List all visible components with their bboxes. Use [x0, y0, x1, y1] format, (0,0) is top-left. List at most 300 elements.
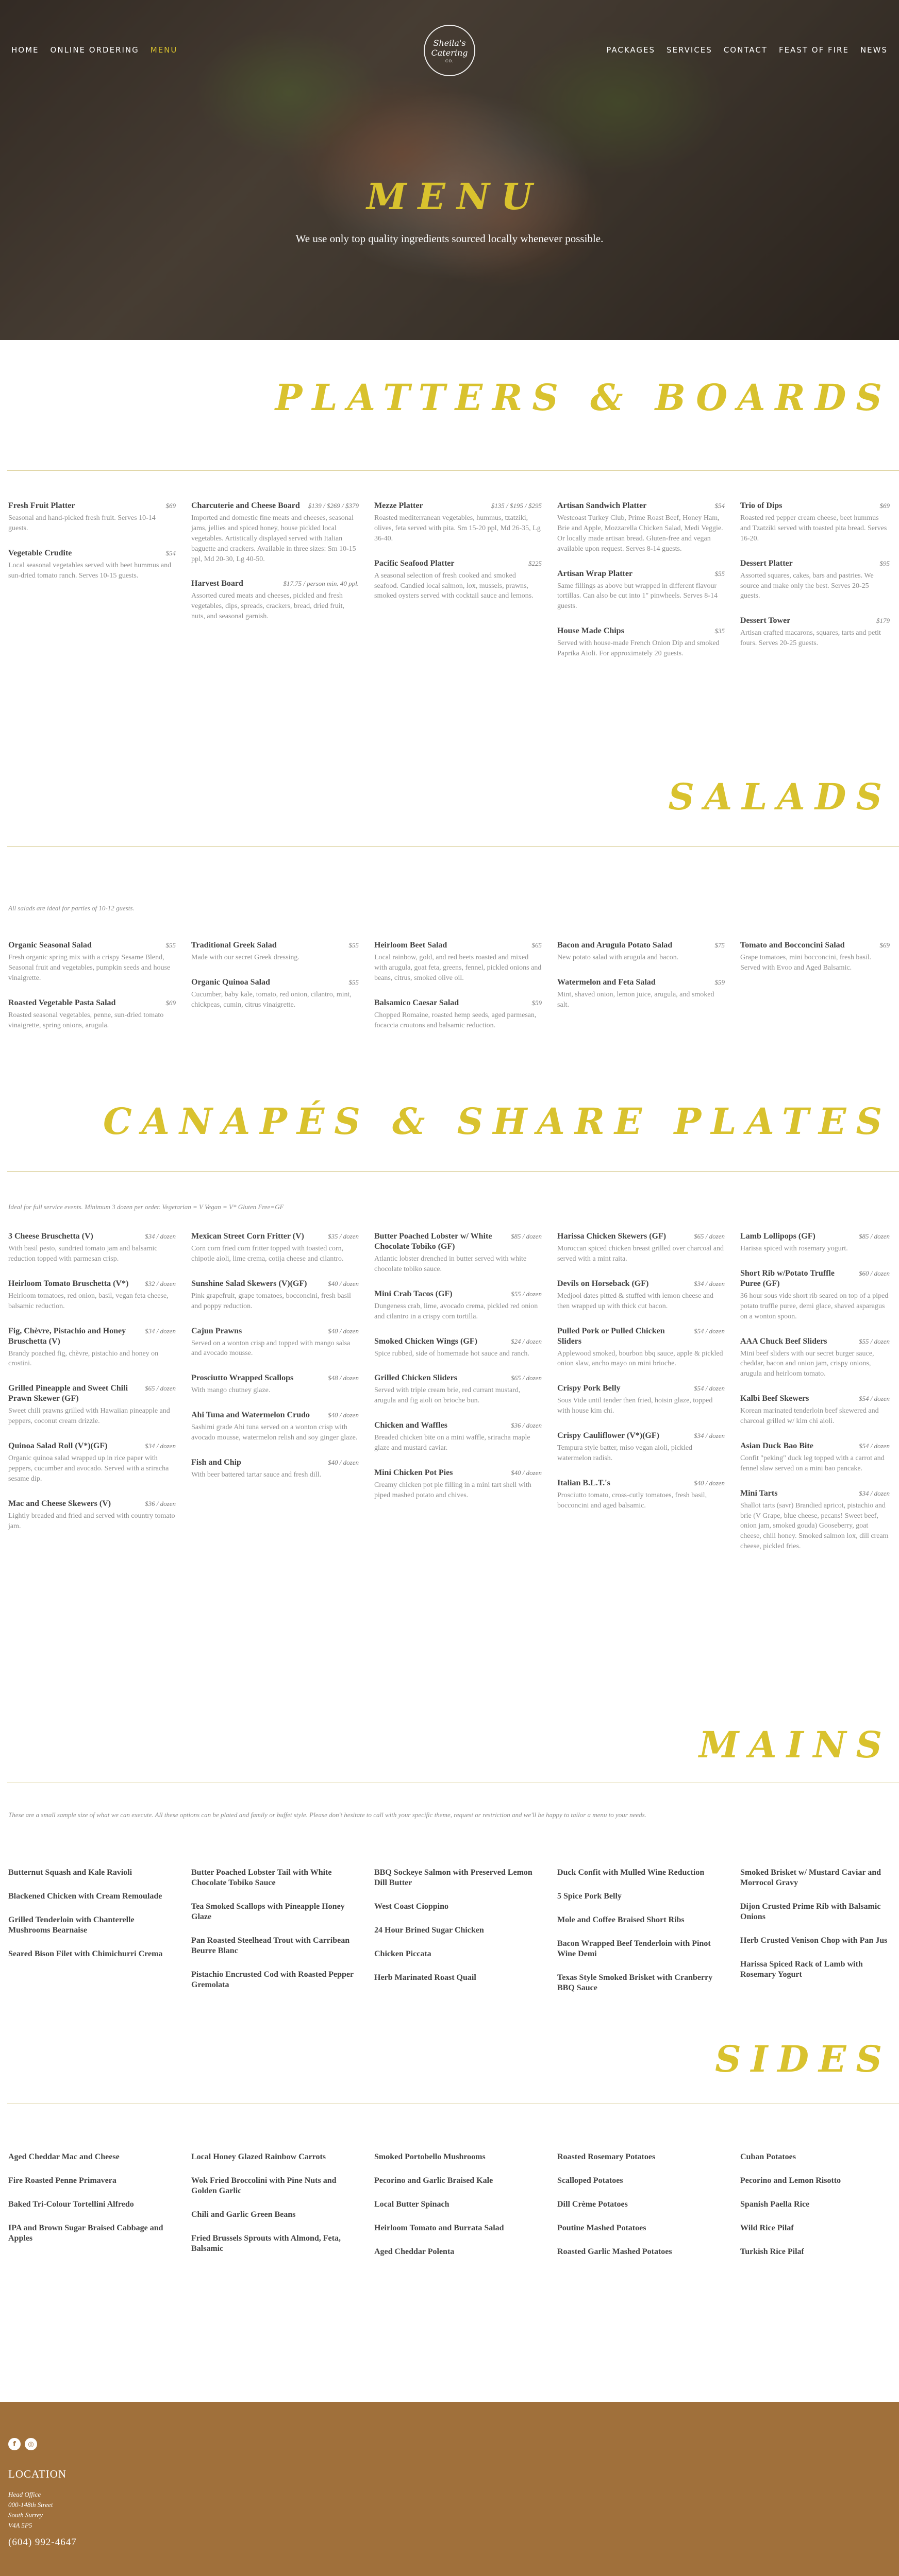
- menu-item-description: With mango chutney glaze.: [191, 1386, 271, 1395]
- menu-item-description: Prosciutto tomato, cross-cutly tomatoes, fresh basil, bocconcini and aged balsamic.: [557, 1491, 707, 1510]
- menu-item-header: [191, 579, 359, 589]
- menu-item-price: $36 / dozen: [511, 1421, 542, 1430]
- menu-item-name: Mexican Street Corn Fritter (V): [191, 1232, 304, 1241]
- menu-item-description: Atlantic lobster drenched in butter served with white chocolate tobiko sauce.: [374, 1255, 527, 1273]
- menu-item: [374, 1949, 542, 1959]
- menu-item-name: Smoked Brisket w/ Mustard Caviar and Morrocol Gravy: [740, 1868, 881, 1887]
- menu-item-description: Medjool dates pitted & stuffed with lemon cheese and then wrapped up with thick cut bacon.: [557, 1292, 714, 1310]
- main-nav: [0, 0, 899, 103]
- menu-item-name: Wok Fried Broccolini with Pine Nuts and Golden Garlic: [191, 2176, 337, 2195]
- menu-item: [191, 1902, 359, 1922]
- sides-section: [0, 2038, 899, 2402]
- menu-item-header: [374, 998, 542, 1008]
- menu-item-description: Lightly breaded and fried and served with country tomato jam.: [8, 1512, 175, 1530]
- menu-item: [557, 940, 725, 963]
- menu-item-name: Local Butter Spinach: [374, 2200, 450, 2209]
- page-title: MENU: [367, 175, 544, 218]
- menu-item-name: Chicken and Waffles: [374, 1421, 447, 1430]
- instagram-icon[interactable]: ◎: [25, 2438, 37, 2450]
- address-line: V4A 5P5: [8, 2521, 32, 2530]
- menu-item: [8, 1949, 176, 1959]
- menu-item-name: Crispy Pork Belly: [557, 1384, 621, 1393]
- section-divider: [7, 470, 899, 471]
- menu-item-description: Served with triple cream brie, red currant mustard, arugula and fig aioli on brioche bun.: [374, 1386, 521, 1405]
- menu-item-name: Texas Style Smoked Brisket with Cranberry BBQ Sauce: [557, 1973, 713, 1992]
- menu-item-name: Ahi Tuna and Watermelon Crudo: [191, 1411, 310, 1420]
- menu-item: [374, 1902, 542, 1912]
- menu-item: [557, 1939, 725, 1959]
- menu-item: [191, 2152, 359, 2162]
- menu-item-name: 5 Spice Pork Belly: [557, 1892, 622, 1901]
- menu-item: [740, 2176, 890, 2186]
- menu-item-price: $24 / dozen: [511, 1337, 542, 1345]
- menu-item-name: Blackened Chicken with Cream Remoulade: [8, 1892, 162, 1901]
- menu-item-name: Sunshine Salad Skewers (V)(GF): [191, 1279, 307, 1288]
- menu-item-name: Pistachio Encrusted Cod with Roasted Pepper Gremolata: [191, 1970, 354, 1989]
- menu-item: [557, 1326, 725, 1369]
- menu-item-description: Mint, shaved onion, lemon juice, arugula, and smoked salt.: [557, 990, 714, 1009]
- menu-item-header: [374, 558, 542, 569]
- menu-item-price: $69: [165, 998, 176, 1007]
- nav-link-home[interactable]: HOME: [11, 45, 39, 55]
- menu-item: [557, 2176, 725, 2186]
- menu-item-name: 24 Hour Brined Sugar Chicken: [374, 1926, 484, 1935]
- menu-item-name: Spanish Paella Rice: [740, 2200, 810, 2209]
- menu-item-name: Lamb Lollipops (GF): [740, 1232, 815, 1241]
- location-title: LOCATION: [8, 2468, 66, 2480]
- menu-item: [557, 1891, 725, 1902]
- menu-item: [740, 2247, 890, 2257]
- menu-item-name: Heirloom Tomato and Burrata Salad: [374, 2224, 504, 2232]
- menu-item: [374, 1289, 542, 1322]
- menu-item: [740, 616, 890, 649]
- canapes-menu: [8, 1231, 893, 1566]
- logo-line-3: CO.: [445, 59, 454, 63]
- menu-item-price: $54 / dozen: [859, 1395, 890, 1403]
- menu-item-name: Traditional Greek Salad: [191, 941, 277, 950]
- nav-right: [606, 45, 888, 55]
- menu-item: [8, 2199, 176, 2210]
- facebook-icon[interactable]: f: [8, 2438, 21, 2450]
- menu-item-price: $85 / dozen: [859, 1232, 890, 1240]
- menu-item-description: Sweet chili prawns grilled with Hawaiian pineapple and peppers, coconut cream drizzle.: [8, 1407, 170, 1426]
- menu-item-header: [740, 1488, 890, 1499]
- hero-banner: [0, 0, 899, 340]
- menu-item-header: [557, 940, 725, 951]
- menu-item-name: Artisan Wrap Platter: [557, 569, 633, 578]
- nav-link-online-ordering[interactable]: ONLINE ORDERING: [50, 45, 139, 55]
- menu-column: [374, 940, 557, 1045]
- menu-item: [191, 940, 359, 963]
- menu-item-name: Crispy Cauliflower (V*)(GF): [557, 1431, 659, 1440]
- menu-item-price: $54 / dozen: [694, 1327, 725, 1335]
- menu-item-header: [191, 1231, 359, 1242]
- menu-item-name: Poutine Mashed Potatoes: [557, 2224, 646, 2232]
- menu-item-description: Applewood smoked, bourbon bbq sauce, apple & pickled onion slaw, ancho mayo on mini brioche.: [557, 1349, 723, 1368]
- menu-item-header: [740, 1441, 890, 1451]
- menu-item: [191, 1231, 359, 1264]
- menu-item-description: Mini beef sliders with our secret burger sauce, cheddar, bacon and onion jam, crispy onions, arugula and heirloom tomato.: [740, 1349, 874, 1378]
- menu-item-name: Herb Marinated Roast Quail: [374, 1973, 476, 1982]
- menu-item-description: Korean marinated tenderloin beef skewered and charcoal grilled w/ kim chi aioli.: [740, 1407, 879, 1425]
- menu-item-header: [374, 1373, 542, 1383]
- menu-item: [740, 1959, 890, 1980]
- menu-item-description: Fresh organic spring mix with a crispy Sesame Blend, Seasonal fruit and vegetables, pumpkin seeds and house vinaigrette.: [8, 954, 171, 982]
- menu-column: [191, 1868, 374, 2007]
- menu-item-header: [740, 1231, 890, 1242]
- menu-item: [740, 1902, 890, 1922]
- site-logo[interactable]: [424, 25, 475, 76]
- menu-item-header: [374, 1289, 542, 1299]
- menu-item-name: Fried Brussels Sprouts with Almond, Feta, Balsamic: [191, 2234, 341, 2253]
- menu-item: [740, 558, 890, 602]
- nav-link-contact[interactable]: CONTACT: [723, 45, 768, 55]
- menu-item-name: Mini Tarts: [740, 1488, 778, 1498]
- menu-item-name: Asian Duck Bao Bite: [740, 1441, 813, 1450]
- menu-item: [8, 1231, 176, 1264]
- menu-item: [8, 1383, 176, 1427]
- menu-item: [191, 1458, 359, 1480]
- menu-item-header: [557, 1383, 725, 1394]
- salads-note: All salads are ideal for parties of 10-12 guests.: [8, 904, 135, 912]
- menu-item-description: Sous Vide until tender then fried, hoisin glaze, topped with house kim chi.: [557, 1397, 713, 1415]
- menu-item-name: Pecorino and Lemon Risotto: [740, 2176, 841, 2185]
- menu-item-header: [740, 1268, 890, 1289]
- menu-item-price: $54 / dozen: [859, 1442, 890, 1450]
- menu-item-header: [374, 501, 542, 511]
- menu-item-name: Short Rib w/Potato Truffle Puree (GF): [740, 1268, 835, 1288]
- menu-item-description: Served on a wonton crisp and topped with mango salsa and avocado mousse.: [191, 1339, 351, 1358]
- menu-item-description: Roasted mediterranean vegetables, hummus, tzatziki, olives, feta served with pita. Sm 15-20 ppl, Md 26-35, Lg 36-40.: [374, 514, 541, 543]
- menu-item-description: Local rainbow, gold, and red beets roasted and mixed with arugula, goat feta, greens, fennel, pickled onions and beans, citrus, smoked olive oil.: [374, 954, 542, 982]
- menu-item-name: Dijon Crusted Prime Rib with Balsamic Onions: [740, 1902, 881, 1921]
- menu-item: [374, 2223, 542, 2233]
- menu-item-price: $59: [531, 998, 542, 1007]
- menu-item: [557, 2223, 725, 2233]
- platters-menu: [8, 501, 893, 673]
- nav-link-services[interactable]: SERVICES: [667, 45, 712, 55]
- menu-item-name: Seared Bison Filet with Chimichurri Crema: [8, 1950, 163, 1958]
- salads-menu: [8, 940, 893, 1045]
- menu-item: [740, 1488, 890, 1552]
- menu-item: [740, 2199, 890, 2210]
- menu-item: [557, 501, 725, 554]
- menu-item-header: [191, 1279, 359, 1289]
- menu-item-name: Mole and Coffee Braised Short Ribs: [557, 1916, 685, 1924]
- menu-item: [191, 1868, 359, 1888]
- menu-item: [374, 2199, 542, 2210]
- menu-item-description: Made with our secret Greek dressing.: [191, 954, 299, 961]
- menu-item: [374, 1468, 542, 1501]
- menu-item-price: $34 / dozen: [145, 1442, 176, 1450]
- menu-item-price: $17.75 / person min. 40 ppl.: [283, 580, 359, 588]
- menu-item-name: Mezze Platter: [374, 501, 423, 510]
- menu-item-name: Fresh Fruit Platter: [8, 501, 75, 510]
- menu-item: [191, 1279, 359, 1312]
- menu-item-description: Chopped Romaine, roasted hemp seeds, aged parmesan, focaccia croutons and balsamic reduction.: [374, 1011, 537, 1029]
- menu-item-header: [557, 1478, 725, 1488]
- menu-item-price: $135 / $195 / $295: [491, 502, 542, 510]
- hero-subtitle: We use only top quality ingredients sourced locally whenever possible.: [295, 232, 604, 245]
- menu-item-name: Tomato and Bocconcini Salad: [740, 941, 845, 950]
- menu-item: [8, 940, 176, 984]
- mains-note: These are a small sample size of what we can execute. All these options can be plated and family or buffet style. Please don't hesitate to call with your specific theme, request or restriction and we'll be happy to tailor a menu to your needs.: [8, 1811, 646, 1819]
- menu-item: [191, 2233, 359, 2254]
- menu-item-header: [374, 940, 542, 951]
- menu-item-name: Roasted Rosemary Potatoes: [557, 2153, 656, 2161]
- canapes-note: Ideal for full service events. Minimum 3 dozen per order. Vegetarian = V Vegan = V* Gluten Free=GF: [8, 1203, 284, 1211]
- menu-column: [8, 2152, 191, 2270]
- menu-item-header: [8, 940, 176, 951]
- menu-item-name: Organic Quinoa Salad: [191, 977, 270, 987]
- menu-item: [374, 1420, 542, 1453]
- menu-item-header: [740, 501, 890, 511]
- menu-item-price: $34 / dozen: [694, 1432, 725, 1439]
- menu-item-description: Spice rubbed, side of homemade hot sauce and ranch.: [374, 1349, 529, 1358]
- section-divider: [7, 1171, 899, 1172]
- menu-item: [374, 1925, 542, 1936]
- menu-item-header: [557, 1326, 725, 1347]
- menu-item: [374, 2152, 542, 2162]
- menu-item-description: Heirloom tomatoes, red onion, basil, vegan feta cheese, balsamic reduction.: [8, 1292, 169, 1310]
- menu-item-description: Brandy poached fig, chèvre, pistachio and honey on crostini.: [8, 1349, 159, 1368]
- menu-item-name: Trio of Dips: [740, 501, 783, 510]
- menu-item-header: [557, 501, 725, 511]
- menu-item-name: Watermelon and Feta Salad: [557, 977, 656, 987]
- nav-link-news[interactable]: NEWS: [860, 45, 888, 55]
- menu-item-price: $65: [531, 941, 542, 949]
- menu-item-name: Local Honey Glazed Rainbow Carrots: [191, 2153, 326, 2161]
- menu-item-name: Herb Crusted Venison Chop with Pan Jus: [740, 1936, 888, 1945]
- menu-item: [374, 1373, 542, 1406]
- menu-item-name: Organic Seasonal Salad: [8, 941, 92, 950]
- address: [8, 2489, 53, 2531]
- menu-item-name: Aged Cheddar Mac and Cheese: [8, 2153, 120, 2161]
- menu-item-price: $34 / dozen: [859, 1489, 890, 1497]
- menu-column: [191, 501, 374, 673]
- menu-item-price: $34 / dozen: [145, 1327, 176, 1335]
- menu-item-description: Dungeness crab, lime, avocado crema, pickled red onion and cilantro in a crispy corn tortilla.: [374, 1302, 538, 1320]
- footer: [0, 2402, 899, 2576]
- menu-column: [8, 940, 191, 1045]
- menu-item-description: With basil pesto, sundried tomato jam and balsamic reduction topped with parmesan crisp.: [8, 1245, 158, 1263]
- menu-item-name: Turkish Rice Pilaf: [740, 2247, 804, 2256]
- menu-item-name: Grilled Chicken Sliders: [374, 1374, 457, 1383]
- menu-item-description: Moroccan spiced chicken breast grilled over charcoal and served with a mint raita.: [557, 1245, 724, 1263]
- menu-item: [8, 1915, 176, 1936]
- menu-item-price: $69: [165, 502, 176, 510]
- menu-item-description: Cucumber, baby kale, tomato, red onion, cilantro, mint, chickpeas, cumin, citrus vinaigrette.: [191, 990, 352, 1009]
- menu-item: [374, 2176, 542, 2186]
- menu-item-name: Kalbi Beef Skewers: [740, 1394, 809, 1403]
- menu-item-price: $36 / dozen: [145, 1499, 176, 1507]
- menu-item-description: Local seasonal vegetables served with beet hummus and sun-dried tomato ranch. Serves 10-15 guests.: [8, 561, 172, 580]
- menu-item: [8, 1279, 176, 1312]
- menu-item-name: Bacon Wrapped Beef Tenderloin with Pinot Wine Demi: [557, 1939, 711, 1958]
- menu-item: [740, 1868, 890, 1888]
- menu-item: [740, 1441, 890, 1474]
- menu-item: [374, 2247, 542, 2257]
- nav-link-feast-of-fire[interactable]: FEAST OF FIRE: [778, 45, 849, 55]
- menu-item-header: [8, 998, 176, 1008]
- menu-item-name: Harissa Chicken Skewers (GF): [557, 1232, 667, 1241]
- menu-item: [374, 1231, 542, 1275]
- menu-item-header: [191, 1458, 359, 1468]
- nav-link-menu[interactable]: MENU: [150, 45, 178, 55]
- menu-item-name: Prosciutto Wrapped Scallops: [191, 1374, 294, 1383]
- menu-item: [740, 2223, 890, 2233]
- menu-item-header: [740, 940, 890, 951]
- menu-item-name: Mini Crab Tacos (GF): [374, 1289, 453, 1298]
- menu-item-description: Sashimi grade Ahi tuna served on a wonton crisp with avocado mousse, watermelon relish and soy ginger glaze.: [191, 1423, 358, 1442]
- menu-column: [8, 1868, 191, 2007]
- menu-item-name: Fish and Chip: [191, 1458, 241, 1467]
- menu-column: [557, 2152, 740, 2270]
- menu-item-name: Wild Rice Pilaf: [740, 2224, 794, 2232]
- canapes-section: [0, 1100, 899, 1723]
- menu-item-name: Pulled Pork or Pulled Chicken Sliders: [557, 1326, 665, 1346]
- menu-item-price: $55: [348, 978, 359, 986]
- menu-item-description: Served with house-made French Onion Dip and smoked Paprika Aioli. For approximately 20 guests.: [557, 639, 720, 657]
- menu-item-price: $54: [165, 549, 176, 557]
- menu-item-price: $55: [165, 941, 176, 949]
- menu-item-name: Smoked Chicken Wings (GF): [374, 1336, 477, 1346]
- menu-item-name: Heirloom Tomato Bruschetta (V*): [8, 1279, 129, 1288]
- menu-column: [374, 501, 557, 673]
- salads-section: [0, 775, 899, 1100]
- menu-item: [8, 2152, 176, 2162]
- menu-item-name: 3 Cheese Bruschetta (V): [8, 1232, 93, 1241]
- menu-item-description: Shallot tarts (savr) Brandied apricot, pistachio and brie (V Grape, blue cheese, pecans! Sweet beef, onion jam, smoked gouda) Gooseberry, goat cheese, chili honey. Smoked salmon lox, dill cream cheese, pickled fries.: [740, 1501, 889, 1551]
- menu-item-price: $34 / dozen: [145, 1232, 176, 1240]
- menu-item-header: [374, 1468, 542, 1478]
- menu-item-header: [8, 1441, 176, 1451]
- menu-item-header: [8, 501, 176, 511]
- menu-item-header: [8, 1499, 176, 1509]
- menu-column: [740, 501, 890, 673]
- menu-column: [374, 1868, 557, 2007]
- menu-item-name: Devils on Horseback (GF): [557, 1279, 649, 1288]
- menu-item: [8, 998, 176, 1031]
- menu-item-header: [740, 558, 890, 569]
- menu-item-name: Aged Cheddar Polenta: [374, 2247, 455, 2256]
- menu-item-name: Heirloom Beet Salad: [374, 941, 447, 950]
- menu-item: [740, 1268, 890, 1322]
- menu-item: [8, 1499, 176, 1532]
- nav-link-packages[interactable]: PACKAGES: [606, 45, 656, 55]
- menu-item: [374, 558, 542, 602]
- menu-item-name: House Made Chips: [557, 626, 624, 636]
- menu-item: [557, 1431, 725, 1464]
- menu-item-price: $35 / dozen: [328, 1232, 359, 1240]
- menu-item-name: AAA Chuck Beef Sliders: [740, 1336, 827, 1346]
- menu-item-name: Butternut Squash and Kale Ravioli: [8, 1868, 132, 1877]
- menu-item-name: Dessert Platter: [740, 558, 793, 568]
- menu-item-price: $75: [714, 941, 725, 949]
- menu-item: [8, 1891, 176, 1902]
- menu-item-name: Harvest Board: [191, 579, 243, 588]
- menu-item-price: $34 / dozen: [694, 1279, 725, 1287]
- menu-item-description: Harissa spiced with rosemary yogurt.: [740, 1245, 848, 1252]
- menu-item-price: $35: [714, 627, 725, 635]
- menu-item: [557, 1973, 725, 1993]
- menu-item-description: Westcoast Turkey Club, Prime Roast Beef, Honey Ham, Brie and Apple, Mozzarella Chicken Salad, Medi Veggie. Or locally made artisan bread. Gluten-free and vegan available upon request. Serves 8-14 guests.: [557, 514, 723, 553]
- menu-item-price: $55: [348, 941, 359, 949]
- menu-item-name: Chicken Piccata: [374, 1950, 431, 1958]
- menu-item: [191, 2210, 359, 2220]
- menu-item: [557, 1279, 725, 1312]
- menu-item: [374, 1336, 542, 1359]
- menu-item-price: $55 / dozen: [511, 1290, 542, 1298]
- menu-item-header: [191, 1326, 359, 1336]
- menu-item-price: $32 / dozen: [145, 1279, 176, 1287]
- menu-item-header: [557, 569, 725, 579]
- menu-item-name: Pan Roasted Steelhead Trout with Carribean Beurre Blanc: [191, 1936, 350, 1955]
- menu-item-description: Imported and domestic fine meats and cheeses, seasonal jams, jellies and spiced honey, house pickled local vegetables. Artistically displayed served with Italian baguette and crackers. Available in three sizes: Sm 10-15 ppl, Md 20-30, Lg 40-50.: [191, 514, 356, 563]
- menu-item: [8, 1326, 176, 1369]
- section-title-platters: PLATTERS & BOARDS: [275, 376, 892, 419]
- menu-item-name: Baked Tri-Colour Tortellini Alfredo: [8, 2200, 134, 2209]
- menu-item-name: Butter Poached Lobster Tail with White Chocolate Tobiko Sauce: [191, 1868, 332, 1887]
- menu-item-price: $40 / dozen: [694, 1479, 725, 1487]
- menu-item-header: [191, 940, 359, 951]
- menu-item-price: $55: [714, 569, 725, 578]
- menu-column: [740, 1868, 890, 2007]
- menu-item-name: Tea Smoked Scallops with Pineapple Honey Glaze: [191, 1902, 345, 1921]
- menu-item-name: Dill Crème Potatoes: [557, 2200, 628, 2209]
- sides-menu: [8, 2152, 893, 2270]
- menu-item: [557, 569, 725, 612]
- menu-item-header: [740, 1336, 890, 1347]
- menu-item-description: Same fillings as above but wrapped in different flavour tortillas. Can also be cut into 1" pinwheels. Serves 8-14 guests.: [557, 582, 718, 611]
- menu-item-name: Duck Confit with Mulled Wine Reduction: [557, 1868, 705, 1877]
- menu-item: [557, 2247, 725, 2257]
- menu-column: [191, 2152, 374, 2270]
- menu-item-description: Grape tomatoes, mini bocconcini, fresh basil. Served with Evoo and Aged Balsamic.: [740, 954, 872, 972]
- menu-item: [740, 1936, 890, 1946]
- menu-item: [8, 2176, 176, 2186]
- menu-item: [8, 1441, 176, 1484]
- menu-item-description: 36 hour sous vide short rib seared on top of a piped potato truffle puree, demi glace, shaved asparagus on a wonton spoon.: [740, 1292, 889, 1320]
- menu-item-header: [8, 1279, 176, 1289]
- menu-item-header: [374, 1420, 542, 1431]
- menu-item-name: Chili and Garlic Green Beans: [191, 2210, 296, 2219]
- menu-item: [8, 1868, 176, 1878]
- phone-link[interactable]: (604) 992-4647: [8, 2537, 77, 2548]
- menu-item-description: Organic quinoa salad wrapped up in rice paper with peppers, cucumber and avocado. Served with a sriracha sesame dip.: [8, 1454, 169, 1483]
- menu-item-name: Smoked Portobello Mushrooms: [374, 2153, 486, 2161]
- menu-item-price: $40 / dozen: [328, 1411, 359, 1419]
- menu-item: [557, 1915, 725, 1925]
- menu-column: [191, 1231, 374, 1566]
- menu-item-name: Vegetable Crudite: [8, 548, 72, 557]
- menu-column: [8, 1231, 191, 1566]
- hero-text: [0, 175, 899, 245]
- menu-item-name: Cajun Prawns: [191, 1326, 242, 1335]
- menu-item-name: Fire Roasted Penne Primavera: [8, 2176, 116, 2185]
- menu-item-price: $55 / dozen: [859, 1337, 890, 1345]
- menu-item-name: IPA and Brown Sugar Braised Cabbage and Apples: [8, 2224, 163, 2243]
- menu-item: [740, 1394, 890, 1427]
- logo-line-2: Catering: [431, 47, 468, 58]
- menu-item-name: Dessert Tower: [740, 616, 791, 625]
- menu-item-description: Assorted cured meats and cheeses, pickled and fresh vegetables, dips, spreads, crackers, bread, dried fruit, nuts, and seasonal garnish.: [191, 592, 344, 621]
- mains-menu: [8, 1868, 893, 2007]
- menu-column: [740, 1231, 890, 1566]
- menu-item-header: [8, 1231, 176, 1242]
- menu-item-price: $65 / dozen: [145, 1384, 176, 1393]
- menu-item: [191, 579, 359, 622]
